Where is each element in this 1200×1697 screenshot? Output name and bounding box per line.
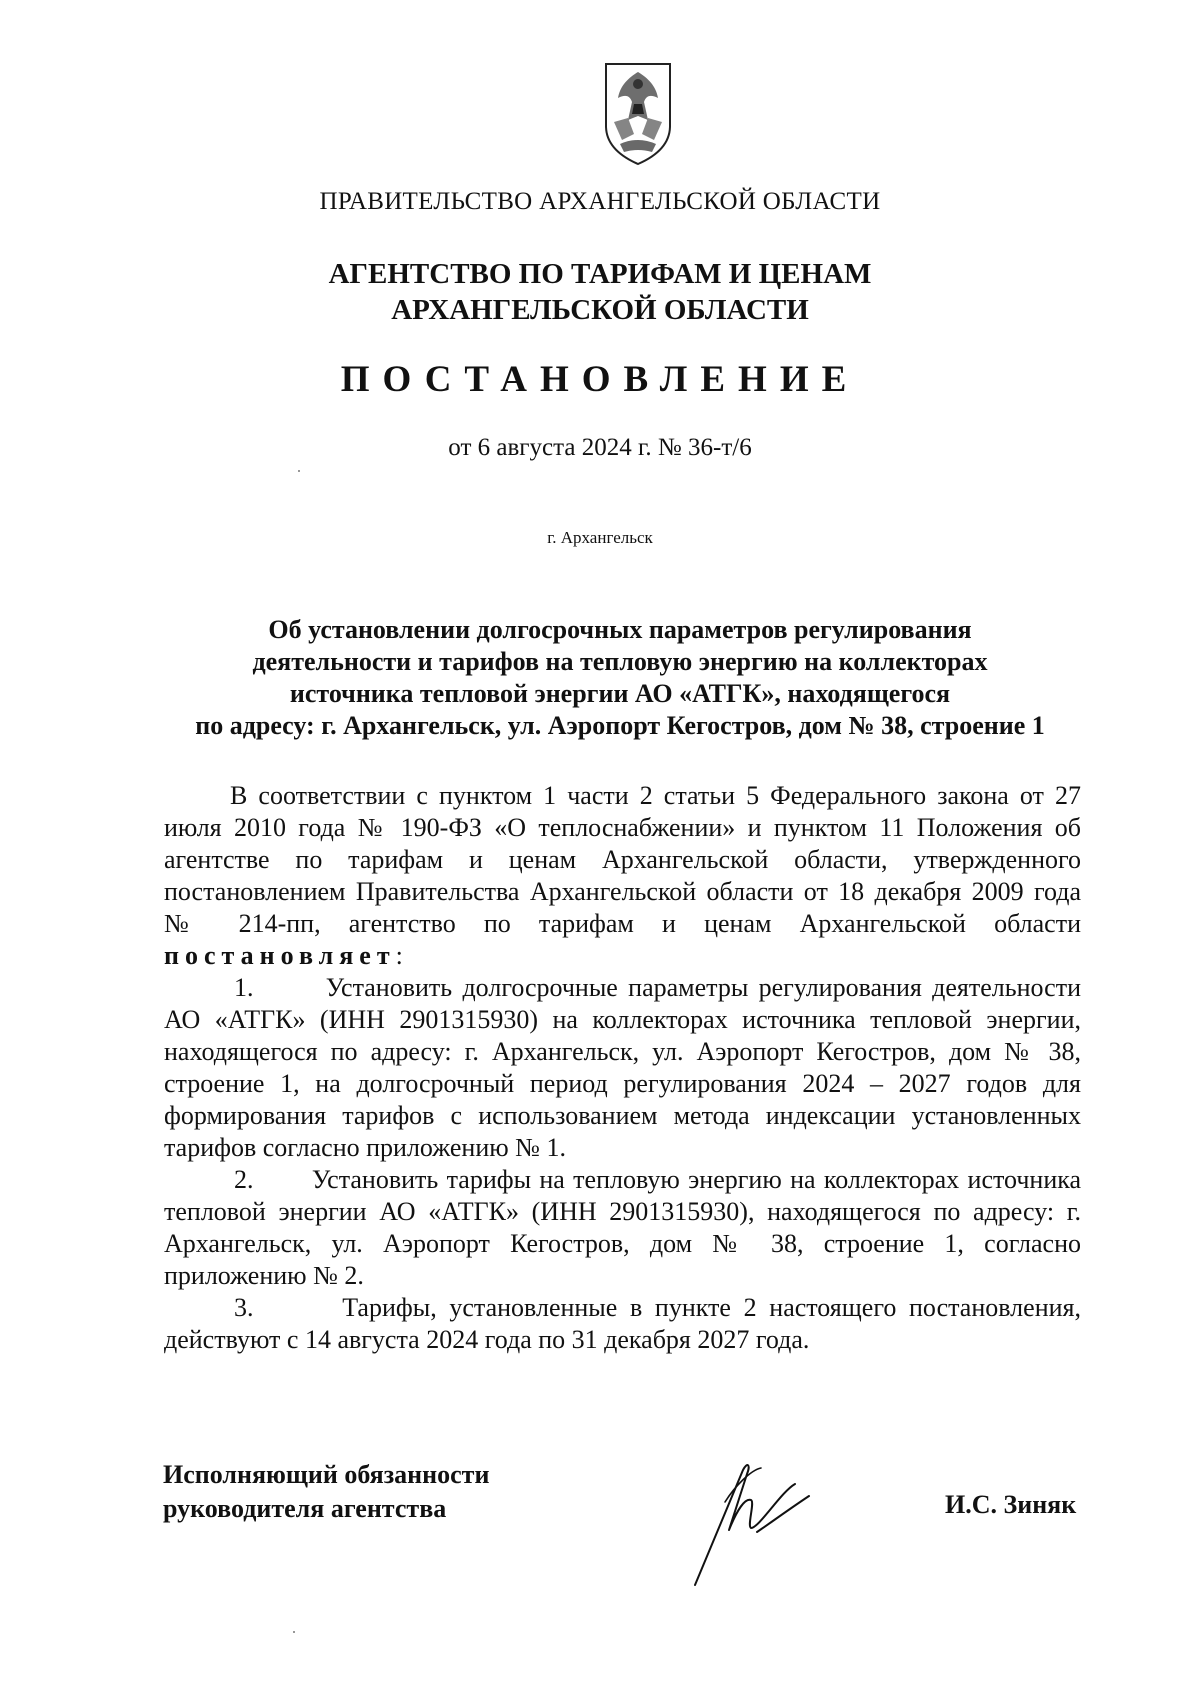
resolves-word: постановляет (164, 941, 396, 970)
document-date-number: от 6 августа 2024 г. № 36-т/6 (448, 434, 752, 461)
agency-name (0, 256, 1200, 328)
agency-name-line2: АРХАНГЕЛЬСКОЙ ОБЛАСТИ (391, 294, 809, 326)
item-number: 3. (234, 1293, 254, 1322)
subject-line1: Об установлении долгосрочных параметров регулирования (268, 615, 972, 644)
document-city: г. Архангельск (547, 528, 653, 547)
subject-line4: по адресу: г. Архангельск, ул. Аэропорт Кегостров, дом № 38, строение 1 (195, 711, 1045, 740)
item-text: Тарифы, установленные в пункте 2 настоящего постановления, действуют с 14 августа 2024 года по 31 декабря 2027 года. (164, 1293, 1081, 1354)
list-item (164, 972, 1081, 1164)
signatory-name: И.С. Зиняк (945, 1490, 1077, 1519)
signatory-title-line2: руководителя агентства (163, 1494, 447, 1523)
handwritten-signature-icon (685, 1440, 835, 1590)
item-number: 2. (234, 1165, 254, 1194)
subject-line2: деятельности и тарифов на тепловую энергию на коллекторах (252, 647, 988, 676)
scan-speck (298, 470, 300, 472)
preamble-paragraph (164, 780, 1081, 972)
subject-line3: источника тепловой энергии АО «АТГК», находящегося (289, 679, 951, 708)
government-name: ПРАВИТЕЛЬСТВО АРХАНГЕЛЬСКОЙ ОБЛАСТИ (319, 188, 881, 215)
preamble-text: В соответствии с пунктом 1 части 2 статьи 5 Федерального закона от 27 июля 2010 года № 190-ФЗ «О теплоснабжении» и пунктом 11 Положения об агентстве по тарифам и ценам Архангельской области, утвержденного постановлением Правительства Архангельской области от 18 декабря 2009 года № 214-пп, агентство по тарифам и ценам Архангельской области (164, 781, 1081, 938)
resolves-suffix: : (395, 941, 403, 970)
signatory-title (163, 1458, 489, 1526)
item-text: Установить долгосрочные параметры регулирования деятельности АО «АТГК» (ИНН 2901315930) на коллекторах источника тепловой энергии, находящегося по адресу: г. Архангельск, ул. Аэропорт Кегостров, дом № 38, строение 1, на долгосрочный период регулирования 2024 – 2027 годов для формирования тарифов с использованием метода индексации установленных тарифов согласно приложению № 1. (164, 973, 1082, 1162)
item-text: Установить тарифы на тепловую энергию на коллекторах источника тепловой энергии АО «АТГК» (ИНН 2901315930), находящегося по адресу: г. Архангельск, ул. Аэропорт Кегостров, дом № 38, строение 1, согласно приложению № 2. (164, 1165, 1082, 1290)
agency-name-line1: АГЕНТСТВО ПО ТАРИФАМ И ЦЕНАМ (328, 258, 872, 290)
document-body (164, 780, 1081, 1356)
scan-speck (293, 1631, 295, 1633)
document-subject (160, 614, 1080, 742)
signatory-title-line1: Исполняющий обязанности (163, 1460, 490, 1489)
list-item (164, 1164, 1081, 1292)
document-type: ПОСТАНОВЛЕНИЕ (340, 359, 860, 400)
item-number: 1. (234, 973, 254, 1002)
coat-of-arms-icon (598, 60, 678, 168)
list-item (164, 1292, 1081, 1356)
